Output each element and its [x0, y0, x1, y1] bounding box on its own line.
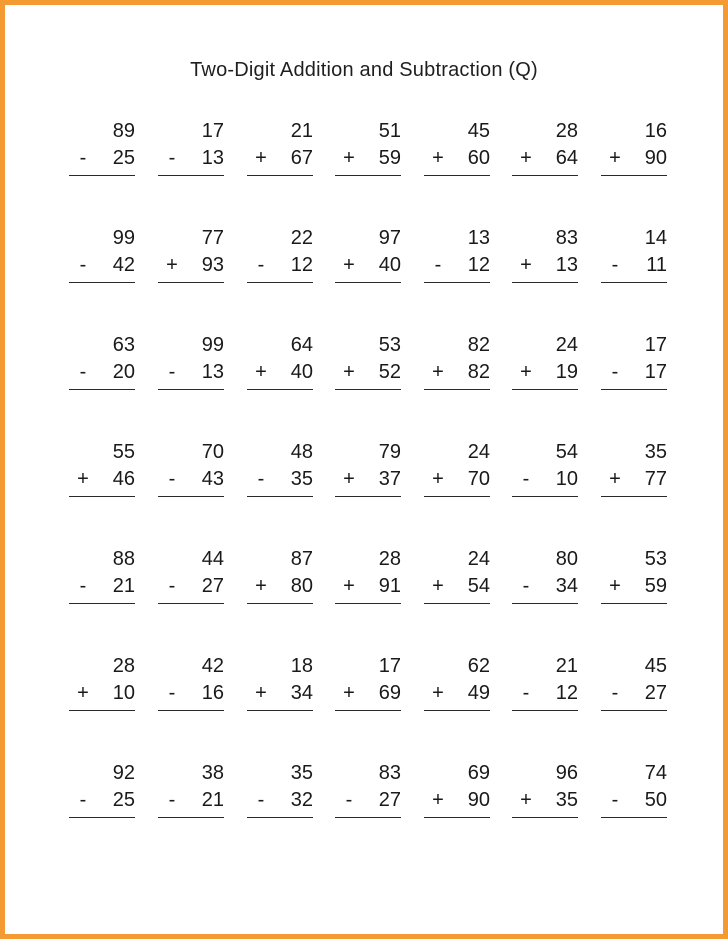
answer-line	[247, 603, 313, 604]
problem-top-number: 87	[290, 548, 313, 570]
problem-top-number: 82	[467, 334, 490, 356]
problem-top-number: 22	[290, 227, 313, 249]
answer-line	[247, 817, 313, 818]
problem-top-number: 51	[378, 120, 401, 142]
problem-operator: +	[520, 361, 532, 383]
problem-top-number: 92	[112, 762, 135, 784]
problem-top-number: 88	[112, 548, 135, 570]
math-problem	[247, 227, 313, 285]
problem-bottom-number: 25	[112, 789, 135, 811]
problem-top-number: 24	[467, 441, 490, 463]
math-problem	[69, 120, 135, 178]
problem-top-number: 99	[112, 227, 135, 249]
math-problem	[601, 120, 667, 178]
problem-bottom-number: 54	[467, 575, 490, 597]
problem-top-number: 77	[201, 227, 224, 249]
problem-top-number: 83	[555, 227, 578, 249]
problem-top-number: 83	[378, 762, 401, 784]
problem-bottom-number: 42	[112, 254, 135, 276]
problem-operator: +	[255, 147, 267, 169]
math-problem	[512, 227, 578, 285]
problem-operator: -	[168, 468, 176, 490]
answer-line	[335, 282, 401, 283]
problem-top-number: 38	[201, 762, 224, 784]
answer-line	[69, 496, 135, 497]
problem-operator: +	[609, 468, 621, 490]
math-problem	[158, 655, 224, 713]
problem-bottom-number: 35	[555, 789, 578, 811]
problem-bottom-number: 19	[555, 361, 578, 383]
problem-top-number: 96	[555, 762, 578, 784]
problem-bottom-number: 12	[290, 254, 313, 276]
problem-bottom-number: 40	[290, 361, 313, 383]
answer-line	[158, 282, 224, 283]
problem-bottom-number: 69	[378, 682, 401, 704]
answer-line	[601, 496, 667, 497]
problem-top-number: 28	[555, 120, 578, 142]
math-problem	[601, 762, 667, 820]
problem-top-number: 17	[201, 120, 224, 142]
problem-top-number: 35	[290, 762, 313, 784]
problem-bottom-number: 11	[646, 254, 667, 276]
problem-top-number: 17	[644, 334, 667, 356]
problem-bottom-number: 20	[112, 361, 135, 383]
problem-operator: -	[611, 361, 619, 383]
problem-bottom-number: 21	[201, 789, 224, 811]
problem-operator: +	[343, 575, 355, 597]
problem-top-number: 18	[290, 655, 313, 677]
answer-line	[512, 496, 578, 497]
problem-operator: -	[257, 789, 265, 811]
answer-line	[247, 710, 313, 711]
math-problem	[247, 441, 313, 499]
worksheet-title: Two-Digit Addition and Subtraction (Q)	[190, 59, 538, 81]
answer-line	[158, 710, 224, 711]
problem-top-number: 24	[555, 334, 578, 356]
math-problem	[69, 334, 135, 392]
answer-line	[69, 817, 135, 818]
math-problem	[335, 227, 401, 285]
math-problem	[335, 334, 401, 392]
answer-line	[158, 496, 224, 497]
problem-top-number: 99	[201, 334, 224, 356]
answer-line	[335, 603, 401, 604]
problem-top-number: 80	[555, 548, 578, 570]
answer-line	[69, 603, 135, 604]
math-problem	[424, 227, 490, 285]
problem-top-number: 21	[290, 120, 313, 142]
problem-operator: -	[79, 575, 87, 597]
answer-line	[424, 603, 490, 604]
problem-operator: +	[343, 468, 355, 490]
problem-operator: +	[609, 147, 621, 169]
problem-top-number: 28	[112, 655, 135, 677]
answer-line	[247, 175, 313, 176]
math-problem	[158, 334, 224, 392]
math-problem	[158, 441, 224, 499]
math-problem	[158, 548, 224, 606]
problem-bottom-number: 59	[378, 147, 401, 169]
answer-line	[424, 496, 490, 497]
problem-operator: -	[168, 147, 176, 169]
problem-top-number: 53	[378, 334, 401, 356]
answer-line	[335, 496, 401, 497]
math-problem	[601, 548, 667, 606]
math-problem	[335, 762, 401, 820]
problem-bottom-number: 46	[112, 468, 135, 490]
problem-top-number: 45	[467, 120, 490, 142]
problem-operator: -	[168, 575, 176, 597]
answer-line	[512, 389, 578, 390]
answer-line	[158, 389, 224, 390]
math-problem	[247, 655, 313, 713]
problem-operator: -	[522, 575, 530, 597]
problem-operator: -	[79, 147, 87, 169]
problem-top-number: 69	[467, 762, 490, 784]
answer-line	[69, 175, 135, 176]
problem-operator: -	[79, 254, 87, 276]
math-problem	[601, 655, 667, 713]
problem-bottom-number: 90	[467, 789, 490, 811]
math-problem	[247, 334, 313, 392]
math-problem	[424, 441, 490, 499]
problem-operator: -	[168, 789, 176, 811]
problem-bottom-number: 10	[555, 468, 578, 490]
problem-bottom-number: 40	[378, 254, 401, 276]
problem-top-number: 63	[112, 334, 135, 356]
problem-operator: -	[257, 468, 265, 490]
problem-top-number: 16	[644, 120, 667, 142]
problem-operator: -	[522, 682, 530, 704]
problem-top-number: 55	[112, 441, 135, 463]
problem-bottom-number: 21	[112, 575, 135, 597]
math-problem	[69, 227, 135, 285]
math-problem	[158, 120, 224, 178]
problem-operator: +	[432, 361, 444, 383]
answer-line	[424, 175, 490, 176]
math-problem	[601, 227, 667, 285]
problem-top-number: 62	[467, 655, 490, 677]
problem-operator: +	[343, 361, 355, 383]
math-problem	[424, 334, 490, 392]
answer-line	[335, 175, 401, 176]
answer-line	[335, 817, 401, 818]
problem-bottom-number: 32	[290, 789, 313, 811]
math-problem	[424, 548, 490, 606]
math-problem	[247, 762, 313, 820]
answer-line	[424, 389, 490, 390]
problem-top-number: 28	[378, 548, 401, 570]
problem-operator: -	[522, 468, 530, 490]
problem-operator: +	[609, 575, 621, 597]
problem-bottom-number: 34	[290, 682, 313, 704]
answer-line	[601, 603, 667, 604]
problem-operator: -	[434, 254, 442, 276]
problem-bottom-number: 13	[555, 254, 578, 276]
problem-operator: -	[79, 361, 87, 383]
problem-bottom-number: 34	[555, 575, 578, 597]
problem-bottom-number: 50	[644, 789, 667, 811]
problem-bottom-number: 70	[467, 468, 490, 490]
answer-line	[601, 817, 667, 818]
answer-line	[158, 175, 224, 176]
answer-line	[601, 175, 667, 176]
problem-operator: +	[343, 254, 355, 276]
problem-top-number: 89	[112, 120, 135, 142]
problem-bottom-number: 82	[467, 361, 490, 383]
problem-operator: +	[432, 147, 444, 169]
problem-grid	[5, 5, 728, 944]
answer-line	[69, 389, 135, 390]
problem-operator: +	[255, 361, 267, 383]
problem-bottom-number: 59	[644, 575, 667, 597]
problem-operator: +	[432, 468, 444, 490]
problem-bottom-number: 17	[644, 361, 667, 383]
problem-top-number: 14	[644, 227, 667, 249]
answer-line	[158, 603, 224, 604]
answer-line	[158, 817, 224, 818]
math-problem	[158, 762, 224, 820]
problem-operator: -	[611, 682, 619, 704]
math-problem	[247, 548, 313, 606]
problem-bottom-number: 37	[378, 468, 401, 490]
answer-line	[601, 710, 667, 711]
problem-operator: +	[432, 575, 444, 597]
math-problem	[247, 120, 313, 178]
problem-top-number: 44	[201, 548, 224, 570]
math-problem	[69, 548, 135, 606]
problem-bottom-number: 13	[201, 361, 224, 383]
problem-bottom-number: 77	[644, 468, 667, 490]
math-problem	[424, 655, 490, 713]
math-problem	[335, 120, 401, 178]
problem-top-number: 13	[467, 227, 490, 249]
problem-bottom-number: 64	[555, 147, 578, 169]
problem-operator: +	[255, 575, 267, 597]
answer-line	[335, 389, 401, 390]
problem-bottom-number: 60	[467, 147, 490, 169]
problem-bottom-number: 12	[555, 682, 578, 704]
problem-top-number: 74	[644, 762, 667, 784]
problem-operator: +	[520, 789, 532, 811]
problem-operator: +	[432, 789, 444, 811]
problem-bottom-number: 35	[290, 468, 313, 490]
math-problem	[335, 548, 401, 606]
problem-top-number: 79	[378, 441, 401, 463]
problem-bottom-number: 52	[378, 361, 401, 383]
math-problem	[69, 762, 135, 820]
problem-top-number: 35	[644, 441, 667, 463]
answer-line	[512, 817, 578, 818]
problem-operator: -	[345, 789, 353, 811]
problem-operator: +	[520, 147, 532, 169]
problem-operator: +	[343, 147, 355, 169]
answer-line	[512, 603, 578, 604]
math-problem	[512, 655, 578, 713]
math-problem	[601, 441, 667, 499]
problem-operator: +	[520, 254, 532, 276]
problem-bottom-number: 25	[112, 147, 135, 169]
math-problem	[512, 441, 578, 499]
problem-top-number: 24	[467, 548, 490, 570]
problem-bottom-number: 12	[467, 254, 490, 276]
math-problem	[335, 441, 401, 499]
problem-operator: +	[255, 682, 267, 704]
problem-top-number: 17	[378, 655, 401, 677]
problem-bottom-number: 67	[290, 147, 313, 169]
math-problem	[335, 655, 401, 713]
math-problem	[424, 762, 490, 820]
problem-bottom-number: 27	[644, 682, 667, 704]
answer-line	[601, 282, 667, 283]
math-problem	[512, 548, 578, 606]
answer-line	[335, 710, 401, 711]
problem-bottom-number: 91	[378, 575, 401, 597]
problem-operator: +	[77, 468, 89, 490]
answer-line	[512, 175, 578, 176]
math-problem	[512, 762, 578, 820]
answer-line	[247, 496, 313, 497]
answer-line	[512, 710, 578, 711]
math-problem	[69, 655, 135, 713]
problem-operator: -	[257, 254, 265, 276]
answer-line	[247, 389, 313, 390]
problem-operator: -	[611, 254, 619, 276]
problem-bottom-number: 43	[201, 468, 224, 490]
problem-operator: -	[168, 361, 176, 383]
problem-bottom-number: 10	[112, 682, 135, 704]
problem-bottom-number: 93	[201, 254, 224, 276]
problem-operator: +	[77, 682, 89, 704]
problem-operator: +	[343, 682, 355, 704]
problem-operator: -	[611, 789, 619, 811]
problem-top-number: 48	[290, 441, 313, 463]
answer-line	[69, 282, 135, 283]
math-problem	[601, 334, 667, 392]
problem-operator: -	[168, 682, 176, 704]
problem-bottom-number: 49	[467, 682, 490, 704]
math-problem	[424, 120, 490, 178]
answer-line	[69, 710, 135, 711]
problem-top-number: 64	[290, 334, 313, 356]
problem-operator: +	[432, 682, 444, 704]
problem-operator: +	[166, 254, 178, 276]
problem-operator: -	[79, 789, 87, 811]
problem-bottom-number: 27	[378, 789, 401, 811]
math-problem	[69, 441, 135, 499]
problem-top-number: 53	[644, 548, 667, 570]
math-problem	[158, 227, 224, 285]
answer-line	[424, 710, 490, 711]
answer-line	[247, 282, 313, 283]
problem-bottom-number: 90	[644, 147, 667, 169]
answer-line	[424, 817, 490, 818]
problem-top-number: 21	[555, 655, 578, 677]
problem-top-number: 42	[201, 655, 224, 677]
problem-top-number: 54	[555, 441, 578, 463]
answer-line	[424, 282, 490, 283]
problem-top-number: 45	[644, 655, 667, 677]
problem-top-number: 70	[201, 441, 224, 463]
problem-bottom-number: 27	[201, 575, 224, 597]
math-problem	[512, 120, 578, 178]
math-problem	[512, 334, 578, 392]
problem-bottom-number: 13	[201, 147, 224, 169]
problem-top-number: 97	[378, 227, 401, 249]
problem-bottom-number: 80	[290, 575, 313, 597]
problem-bottom-number: 16	[201, 682, 224, 704]
answer-line	[512, 282, 578, 283]
answer-line	[601, 389, 667, 390]
